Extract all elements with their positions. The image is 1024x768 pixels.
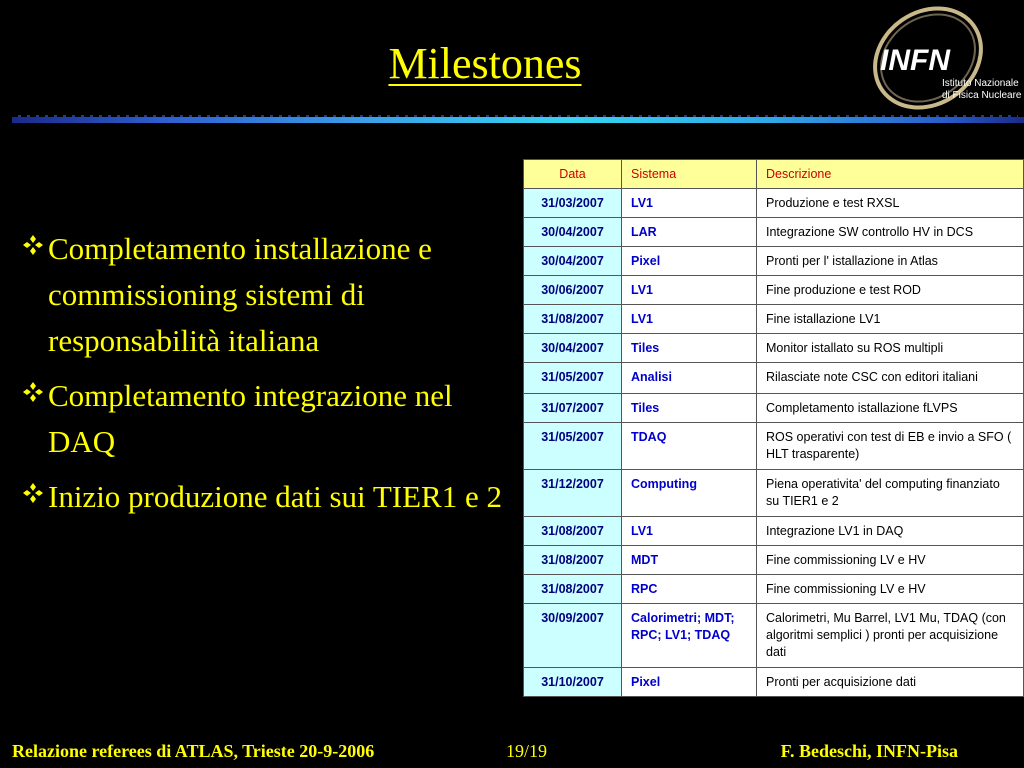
- column-header-data: Data: [524, 160, 622, 189]
- cell-sistema: Calorimetri; MDT; RPC; LV1; TDAQ: [622, 604, 757, 668]
- cell-sistema: MDT: [622, 546, 757, 575]
- cell-data: 31/05/2007: [524, 423, 622, 470]
- cell-sistema: Tiles: [622, 394, 757, 423]
- cell-sistema: Pixel: [622, 247, 757, 276]
- cell-descrizione: Monitor istallato su ROS multipli: [757, 334, 1024, 363]
- svg-text:Istituto Nazionale: Istituto Nazionale: [942, 78, 1019, 89]
- cell-sistema: Pixel: [622, 668, 757, 697]
- table-row: [524, 470, 1024, 517]
- table-row: [524, 363, 1024, 394]
- table-row: [524, 305, 1024, 334]
- column-header-descrizione: Descrizione: [757, 160, 1024, 189]
- cell-data: 31/08/2007: [524, 575, 622, 604]
- table-body: [524, 189, 1024, 697]
- page-number: 19/19: [506, 741, 548, 761]
- table-row: [524, 604, 1024, 668]
- cell-sistema: Tiles: [622, 334, 757, 363]
- header-divider: [12, 117, 1024, 123]
- cell-data: 30/06/2007: [524, 276, 622, 305]
- cell-sistema: LV1: [622, 276, 757, 305]
- diamond-bullet-icon: [22, 381, 44, 403]
- cell-data: 30/04/2007: [524, 334, 622, 363]
- cell-descrizione: ROS operativi con test di EB e invio a SFO ( HLT trasparente): [757, 423, 1024, 470]
- cell-descrizione: Fine istallazione LV1: [757, 305, 1024, 334]
- cell-data: 31/07/2007: [524, 394, 622, 423]
- cell-descrizione: Rilasciate note CSC con editori italiani: [757, 363, 1024, 394]
- table-row: [524, 575, 1024, 604]
- table-row: [524, 517, 1024, 546]
- cell-descrizione: Pronti per l' istallazione in Atlas: [757, 247, 1024, 276]
- infn-logo: [866, 6, 1024, 110]
- column-header-sistema: Sistema: [622, 160, 757, 189]
- slide-title: Milestones: [388, 39, 582, 88]
- cell-descrizione: Produzione e test RXSL: [757, 189, 1024, 218]
- bullet-text: Inizio produzione dati sui TIER1 e 2: [48, 479, 502, 514]
- footer-title: Relazione referees di ATLAS, Trieste 20-9-2006: [12, 741, 375, 761]
- table-row: [524, 546, 1024, 575]
- cell-data: 31/08/2007: [524, 517, 622, 546]
- cell-data: 30/04/2007: [524, 218, 622, 247]
- bullet-item: [22, 474, 522, 520]
- cell-data: 31/08/2007: [524, 546, 622, 575]
- bullet-text: Completamento integrazione nel DAQ: [48, 378, 453, 459]
- table-row: [524, 218, 1024, 247]
- table-row: [524, 394, 1024, 423]
- table-header-row: [524, 160, 1024, 189]
- cell-sistema: LAR: [622, 218, 757, 247]
- cell-sistema: LV1: [622, 189, 757, 218]
- svg-text:INFN: INFN: [880, 44, 950, 77]
- cell-descrizione: Fine produzione e test ROD: [757, 276, 1024, 305]
- footer-author: F. Bedeschi, INFN-Pisa: [780, 741, 958, 761]
- cell-data: 31/05/2007: [524, 363, 622, 394]
- bullet-list: [22, 226, 522, 529]
- table-row: [524, 423, 1024, 470]
- cell-sistema: RPC: [622, 575, 757, 604]
- cell-descrizione: Fine commissioning LV e HV: [757, 546, 1024, 575]
- table-row: [524, 668, 1024, 697]
- table-row: [524, 189, 1024, 218]
- cell-descrizione: Integrazione LV1 in DAQ: [757, 517, 1024, 546]
- table-row: [524, 334, 1024, 363]
- bullet-text: Completamento installazione e commissioning sistemi di responsabilità italiana: [48, 231, 432, 358]
- cell-sistema: Computing: [622, 470, 757, 517]
- cell-sistema: TDAQ: [622, 423, 757, 470]
- cell-descrizione: Completamento istallazione fLVPS: [757, 394, 1024, 423]
- cell-data: 31/12/2007: [524, 470, 622, 517]
- diamond-bullet-icon: [22, 482, 44, 504]
- diamond-bullet-icon: [22, 234, 44, 256]
- svg-text:di Fisica Nucleare: di Fisica Nucleare: [942, 90, 1022, 101]
- bullet-item: [22, 226, 522, 364]
- cell-data: 30/09/2007: [524, 604, 622, 668]
- cell-data: 31/03/2007: [524, 189, 622, 218]
- cell-descrizione: Piena operativita' del computing finanziato su TIER1 e 2: [757, 470, 1024, 517]
- bullet-item: [22, 373, 522, 465]
- cell-descrizione: Integrazione SW controllo HV in DCS: [757, 218, 1024, 247]
- cell-sistema: LV1: [622, 305, 757, 334]
- table-row: [524, 247, 1024, 276]
- cell-sistema: Analisi: [622, 363, 757, 394]
- cell-data: 30/04/2007: [524, 247, 622, 276]
- cell-data: 31/08/2007: [524, 305, 622, 334]
- table-row: [524, 276, 1024, 305]
- cell-data: 31/10/2007: [524, 668, 622, 697]
- cell-descrizione: Fine commissioning LV e HV: [757, 575, 1024, 604]
- cell-sistema: LV1: [622, 517, 757, 546]
- cell-descrizione: Calorimetri, Mu Barrel, LV1 Mu, TDAQ (con algoritmi semplici ) pronti per acquisizione dati: [757, 604, 1024, 668]
- cell-descrizione: Pronti per acquisizione dati: [757, 668, 1024, 697]
- milestones-table: [523, 159, 1024, 697]
